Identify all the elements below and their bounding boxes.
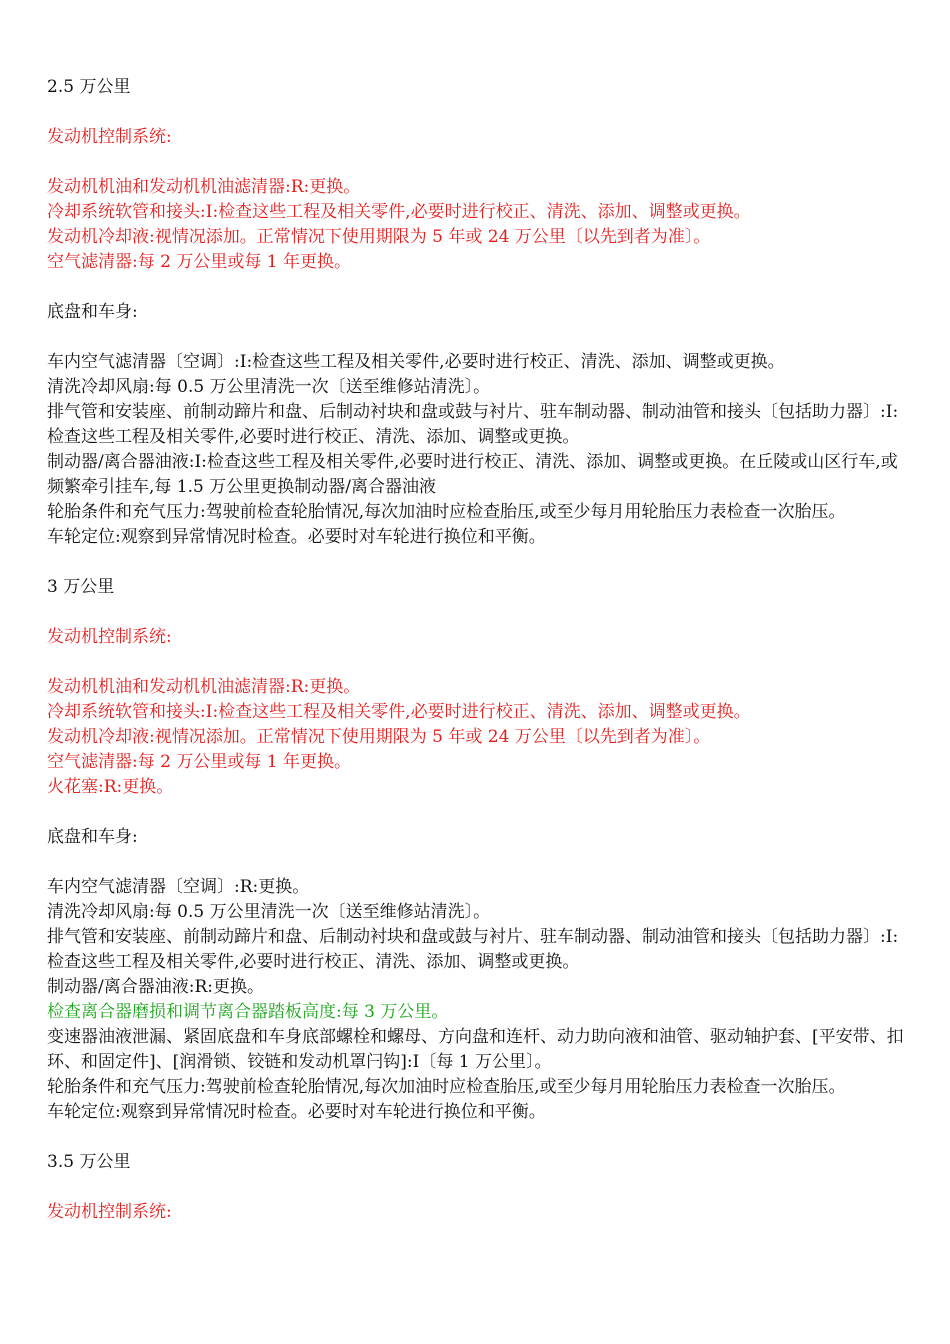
- chassis-item: 车轮定位:观察到异常情况时检查。必要时对车轮进行换位和平衡。: [47, 527, 546, 547]
- engine-heading: 发动机控制系统:: [47, 627, 172, 647]
- engine-item: 发动机冷却液:视情况添加。正常情况下使用期限为 5 年或 24 万公里〔以先到者为准〕。: [47, 727, 711, 747]
- engine-item: 火花塞:R:更换。: [47, 777, 174, 797]
- section-title: 2.5 万公里: [47, 77, 131, 97]
- engine-heading: 发动机控制系统:: [47, 127, 172, 147]
- engine-heading: 发动机控制系统:: [47, 1202, 172, 1222]
- clutch-note: 检查离合器磨损和调节离合器踏板高度:每 3 万公里。: [47, 1002, 449, 1022]
- section-title: 3 万公里: [47, 577, 115, 597]
- engine-item: 冷却系统软管和接头:I:检查这些工程及相关零件,必要时进行校正、清洗、添加、调整或更换。: [47, 702, 751, 722]
- engine-item: 空气滤清器:每 2 万公里或每 1 年更换。: [47, 252, 351, 272]
- chassis-item: 轮胎条件和充气压力:驾驶前检查轮胎情况,每次加油时应检查胎压,或至少每月用轮胎压力表检查一次胎压。: [47, 1077, 846, 1097]
- chassis-item: 清洗冷却风扇:每 0.5 万公里清洗一次〔送至维修站清洗〕。: [47, 902, 491, 922]
- engine-item: 发动机机油和发动机机油滤清器:R:更换。: [47, 677, 361, 697]
- engine-item: 发动机冷却液:视情况添加。正常情况下使用期限为 5 年或 24 万公里〔以先到者为准〕。: [47, 227, 711, 247]
- chassis-item: 变速器油液泄漏、紧固底盘和车身底部螺栓和螺母、方向盘和连杆、动力助向液和油管、驱动轴护套、[平安带、扣环、和固定件]、[润滑锁、铰链和发动机罩闩钩]:I〔每 1 万公里〕。: [47, 1027, 904, 1072]
- engine-item: 冷却系统软管和接头:I:检查这些工程及相关零件,必要时进行校正、清洗、添加、调整或更换。: [47, 202, 751, 222]
- engine-item: 空气滤清器:每 2 万公里或每 1 年更换。: [47, 752, 351, 772]
- chassis-item: 清洗冷却风扇:每 0.5 万公里清洗一次〔送至维修站清洗〕。: [47, 377, 491, 397]
- chassis-item: 排气管和安装座、前制动蹄片和盘、后制动衬块和盘或鼓与衬片、驻车制动器、制动油管和接头〔包括助力器〕:I:检查这些工程及相关零件,必要时进行校正、清洗、添加、调整或更换。: [47, 927, 899, 972]
- chassis-item: 轮胎条件和充气压力:驾驶前检查轮胎情况,每次加油时应检查胎压,或至少每月用轮胎压力表检查一次胎压。: [47, 502, 846, 522]
- chassis-item: 制动器/离合器油液:R:更换。: [47, 977, 264, 997]
- document-page: [47, 75, 905, 1225]
- chassis-item: 车内空气滤清器〔空调〕:R:更换。: [47, 877, 310, 897]
- chassis-heading: 底盘和车身:: [47, 827, 138, 847]
- section-title: 3.5 万公里: [47, 1152, 131, 1172]
- chassis-item: 排气管和安装座、前制动蹄片和盘、后制动衬块和盘或鼓与衬片、驻车制动器、制动油管和接头〔包括助力器〕:I:检查这些工程及相关零件,必要时进行校正、清洗、添加、调整或更换。: [47, 402, 899, 447]
- chassis-item: 车内空气滤清器〔空调〕:I:检查这些工程及相关零件,必要时进行校正、清洗、添加、调整或更换。: [47, 352, 785, 372]
- chassis-item: 车轮定位:观察到异常情况时检查。必要时对车轮进行换位和平衡。: [47, 1102, 546, 1122]
- chassis-item: 制动器/离合器油液:I:检查这些工程及相关零件,必要时进行校正、清洗、添加、调整或更换。在丘陵或山区行车,或频繁牵引挂车,每 1.5 万公里更换制动器/离合器油液: [47, 452, 898, 497]
- chassis-heading: 底盘和车身:: [47, 302, 138, 322]
- engine-item: 发动机机油和发动机机油滤清器:R:更换。: [47, 177, 361, 197]
